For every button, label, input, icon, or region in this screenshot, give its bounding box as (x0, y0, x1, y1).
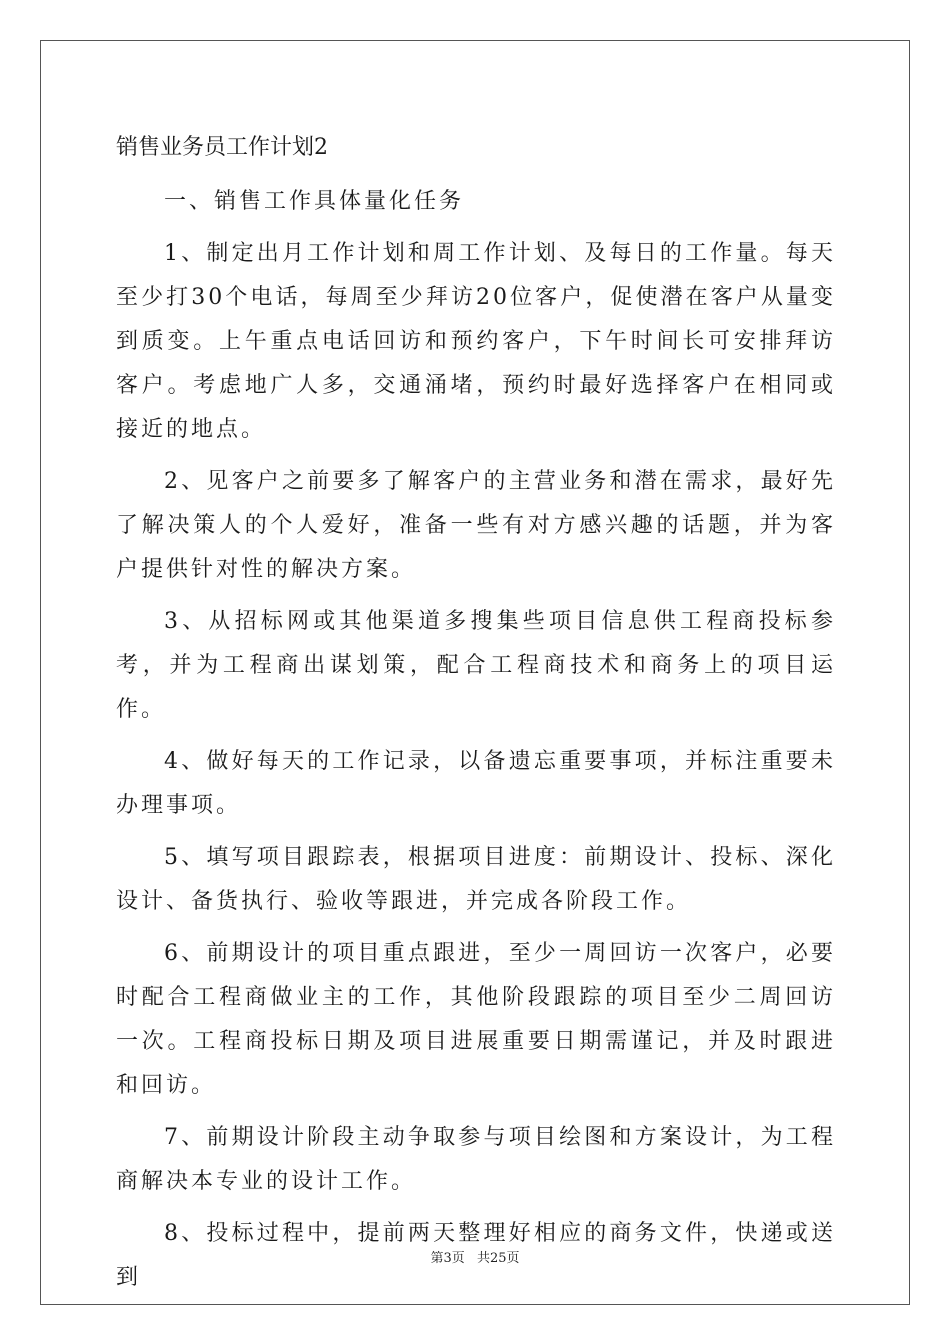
document-body (116, 128, 836, 1308)
paragraph-item-1: 1、制定出月工作计划和周工作计划、及每日的工作量。每天至少打30个电话，每周至少拜访20位客户，促使潜在客户从量变到质变。上午重点电话回访和预约客户，下午时间长可安排拜访客户。考虑地广人多，交通涌堵，预约时最好选择客户在相同或接近的地点。 (116, 241, 836, 442)
total-pages: 共25页 (476, 1251, 520, 1266)
page-footer (0, 1247, 950, 1266)
paragraph-item-7: 7、前期设计阶段主动争取参与项目绘图和方案设计，为工程商解决本专业的设计工作。 (116, 1125, 836, 1194)
paragraph-item-5: 5、填写项目跟踪表，根据项目进度：前期设计、投标、深化设计、备货执行、验收等跟进，并完成各阶段工作。 (116, 845, 836, 914)
paragraph-item-6: 6、前期设计的项目重点跟进，至少一周回访一次客户，必要时配合工程商做业主的工作，其他阶段跟踪的项目至少二周回访一次。工程商投标日期及项目进展重要日期需谨记，并及时跟进和回访。 (116, 941, 836, 1098)
page-number: 第3页 (430, 1251, 465, 1266)
paragraph-item-8: 8、投标过程中，提前两天整理好相应的商务文件，快递或送到 (116, 1221, 836, 1290)
paragraph-item-4: 4、做好每天的工作记录，以备遗忘重要事项，并标注重要未办理事项。 (116, 749, 836, 818)
paragraph-section-heading: 一、销售工作具体量化任务 (164, 189, 465, 214)
paragraph-item-3: 3、从招标网或其他渠道多搜集些项目信息供工程商投标参考，并为工程商出谋划策，配合工程商技术和商务上的项目运作。 (116, 609, 836, 722)
paragraph-item-2: 2、见客户之前要多了解客户的主营业务和潜在需求，最好先了解决策人的个人爱好，准备一些有对方感兴趣的话题，并为客户提供针对性的解决方案。 (116, 469, 836, 582)
document-title: 销售业务员工作计划2 (116, 135, 328, 160)
